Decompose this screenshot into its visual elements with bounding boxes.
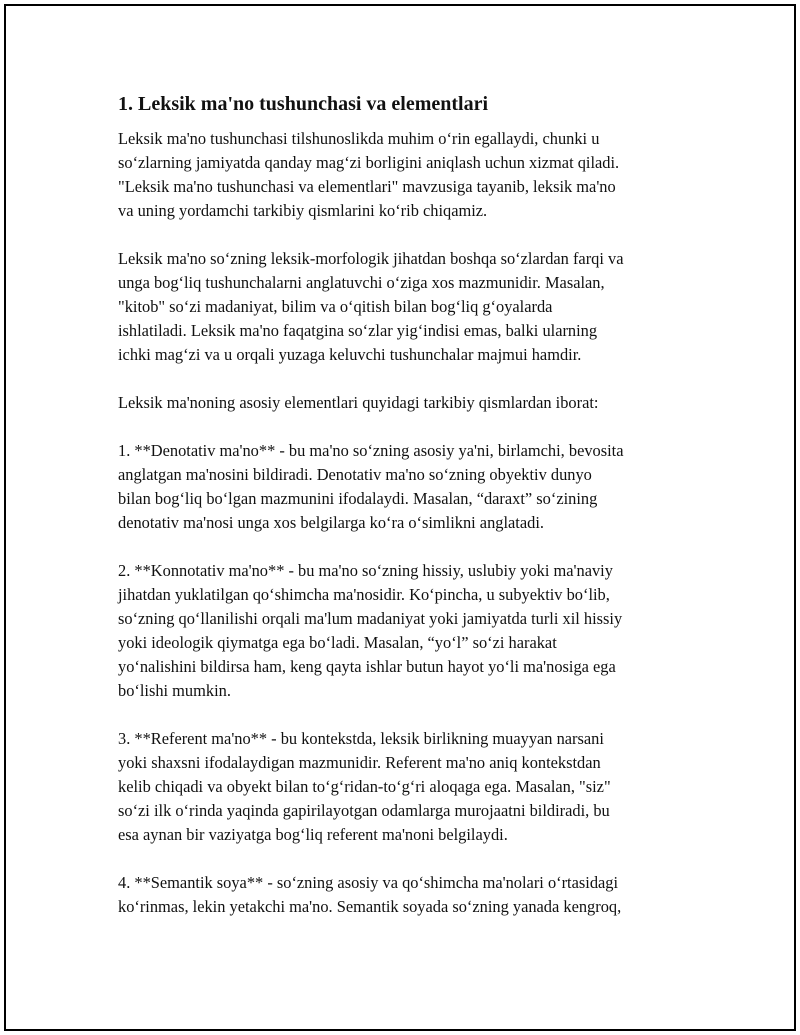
paragraph-denotative [118, 439, 693, 535]
text-line: unga bog‘liq tushunchalarni anglatuvchi o‘ziga xos mazmunidir. Masalan, [118, 273, 605, 292]
text-line: anglatgan ma'nosini bildiradi. Denotativ ma'no so‘zning obyektiv dunyo [118, 465, 592, 484]
text-line: yoki shaxsni ifodalaydigan mazmunidir. Referent ma'no aniq kontekstdan [118, 753, 601, 772]
text-line: ishlatiladi. Leksik ma'no faqatgina so‘zlar yig‘indisi emas, balki ularning [118, 321, 598, 340]
text-line: ko‘rinmas, lekin yetakchi ma'no. Semantik soyada so‘zning yanada kengroq, [118, 897, 622, 916]
text-line: yoki ideologik qiymatga ega bo‘ladi. Masalan, “yo‘l” so‘zi harakat [118, 633, 557, 652]
document-body [113, 91, 693, 943]
text-line: denotativ ma'nosi unga xos belgilarga ko‘ra o‘simlikni anglatadi. [118, 513, 544, 532]
text-line: yo‘nalishini bildirsa ham, keng qayta ishlar butun hayot yo‘li ma'nosiga ega [118, 657, 616, 676]
text-line: so‘zi ilk o‘rinda yaqinda gapirilayotgan odamlarga murojaatni bildiradi, bu [118, 801, 610, 820]
paragraph-definition [118, 247, 693, 367]
text-line: 2. **Konnotativ ma'no** - bu ma'no so‘zning hissiy, uslubiy yoki ma'naviy [118, 561, 613, 580]
text-line: jihatdan yuklatilgan qo‘shimcha ma'nosidir. Ko‘pincha, u subyektiv bo‘lib, [118, 585, 610, 604]
text-line: Leksik ma'no so‘zning leksik-morfologik jihatdan boshqa so‘zlardan farqi va [118, 249, 624, 268]
paragraph-referent [118, 727, 693, 847]
section-heading: 1. Leksik ma'no tushunchasi va elementlari [118, 93, 489, 115]
text-line: Leksik ma'no tushunchasi tilshunoslikda muhim o‘rin egallaydi, chunki u [118, 129, 600, 148]
text-line: so‘zlarning jamiyatda qanday mag‘zi borligini aniqlash uchun xizmat qiladi. [118, 153, 620, 172]
text-line: bo‘lishi mumkin. [118, 681, 231, 700]
text-line: 4. **Semantik soya** - so‘zning asosiy va qo‘shimcha ma'nolari o‘rtasidagi [118, 873, 619, 892]
paragraph-intro [118, 127, 693, 223]
paragraph-elements-intro [118, 391, 693, 415]
text-line: esa aynan bir vaziyatga bog‘liq referent ma'noni belgilaydi. [118, 825, 508, 844]
paragraph-connotative [118, 559, 693, 703]
text-line: Leksik ma'noning asosiy elementlari quyidagi tarkibiy qismlardan iborat: [118, 393, 599, 412]
text-line: bilan bog‘liq bo‘lgan mazmunini ifodalaydi. Masalan, “daraxt” so‘zining [118, 489, 598, 508]
text-line: "kitob" so‘zi madaniyat, bilim va o‘qitish bilan bog‘liq g‘oyalarda [118, 297, 553, 316]
text-line: kelib chiqadi va obyekt bilan to‘g‘ridan-to‘g‘ri aloqaga ega. Masalan, "siz" [118, 777, 611, 796]
text-line: va uning yordamchi tarkibiy qismlarini ko‘rib chiqamiz. [118, 201, 488, 220]
text-line: 1. **Denotativ ma'no** - bu ma'no so‘zning asosiy ya'ni, birlamchi, bevosita [118, 441, 624, 460]
text-line: "Leksik ma'no tushunchasi va elementlari" mavzusiga tayanib, leksik ma'no [118, 177, 616, 196]
text-line: ichki mag‘zi va u orqali yuzaga keluvchi tushunchalar majmui hamdir. [118, 345, 582, 364]
text-line: 3. **Referent ma'no** - bu kontekstda, leksik birlikning muayyan narsani [118, 729, 604, 748]
text-line: so‘zning qo‘llanilishi orqali ma'lum madaniyat yoki jamiyatda turli xil hissiy [118, 609, 623, 628]
paragraph-semantic-shade [118, 871, 693, 919]
